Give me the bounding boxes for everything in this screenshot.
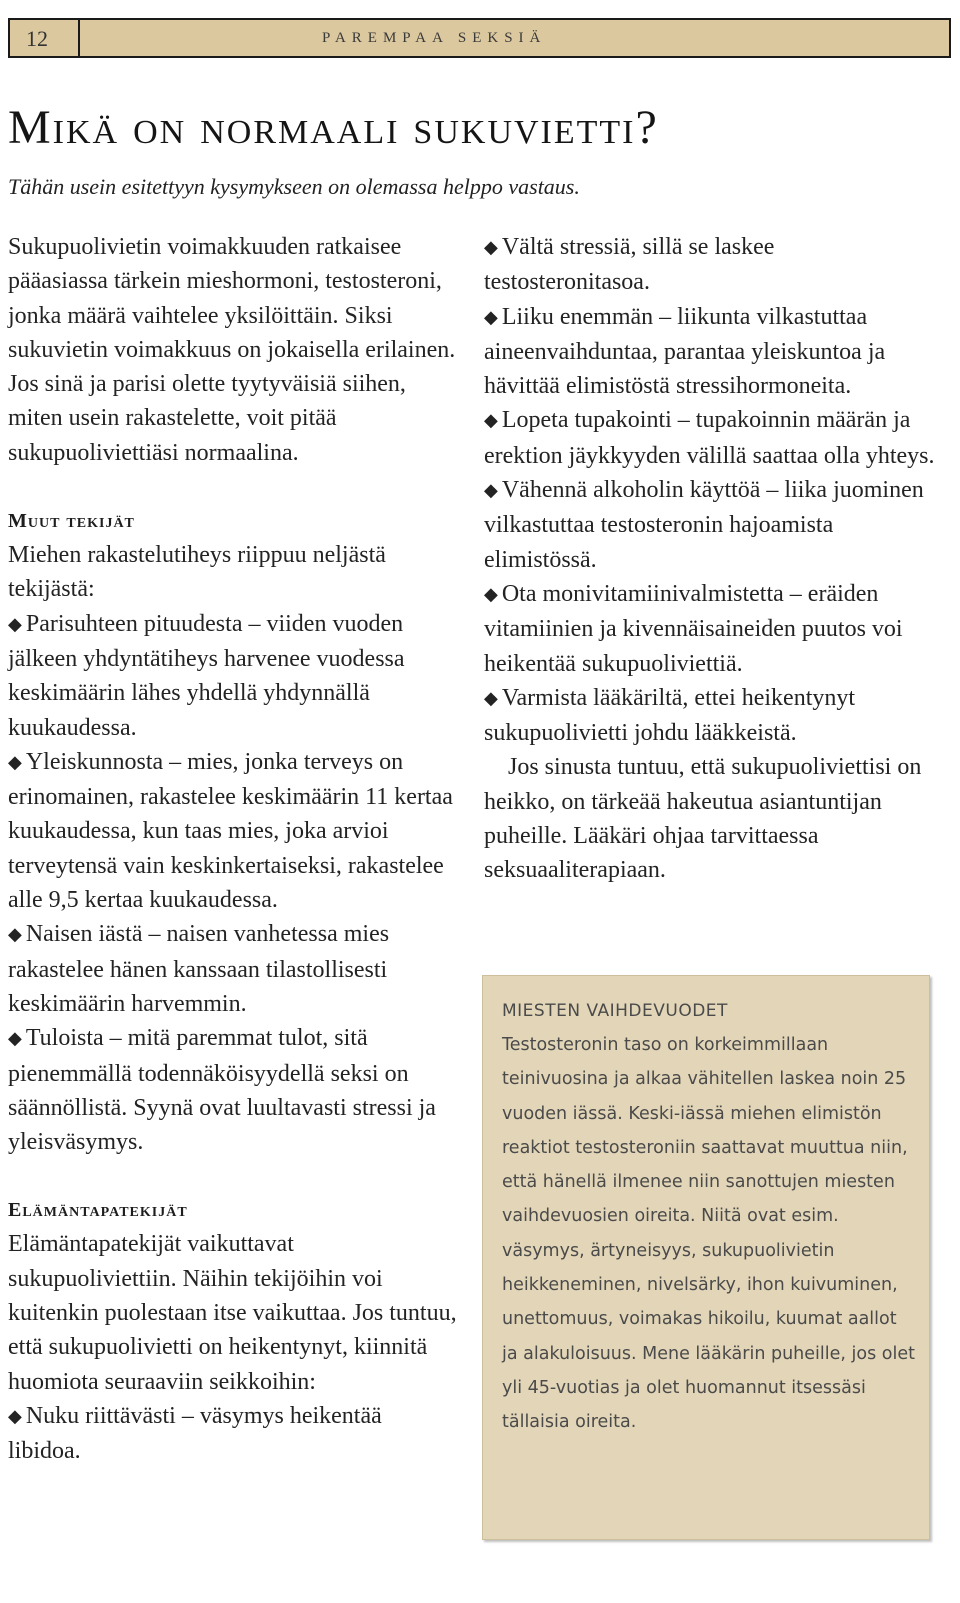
- closing-paragraph: Jos sinusta tuntuu, että sukupuoliviettisi on heikko, on tärkeää hakeutua asiantuntijan puheille. Lääkäri ohjaa tarvittaessa seksuaaliterapiaan.: [484, 754, 922, 884]
- article-title: Mikä on normaali sukuvietti?: [8, 101, 659, 154]
- box-body: Testosteronin taso on korkeimmillaan teinivuosina ja alkaa vähitellen laskea noin 25 vuoden iässä. Keski-iässä miehen elimistön reaktiot testosteroniin saattavat muuttua niin, että hänellä ilmenee niin sanottujen miesten vaihdevuosien oireita. Niitä ovat esim. väsymys, ärtyneisyys, sukupuolivietin heikkeneminen, nivelsärky, ihon kuivuminen, unettomuus, voimakas hikoilu, kuumat aallot ja alakuloisuus. Mene lääkärin puheille, jos olet yli 45-vuotias ja olet huomannut itsessäsi tällaisia oireita.: [502, 1035, 915, 1433]
- list-item: ◆ Lopeta tupakointi – tupakoinnin määrän ja erektion jäykkyyden välillä saattaa olla yhteys.: [484, 407, 935, 469]
- right-column: [484, 230, 946, 888]
- diamond-bullet-icon: ◆: [484, 410, 498, 431]
- list-item: ◆ Vältä stressiä, sillä se laskee testosteronitasoa.: [484, 234, 775, 296]
- intro-paragraph: Sukupuolivietin voimakkuuden ratkaisee pääasiassa tärkein mieshormoni, testosteroni, jonka määrä vaihtelee yksilöittäin. Siksi sukuvietin voimakkuus on jokaisella erilainen. Jos sinä ja parisi olette tyytyväisiä siihen, miten usein rakastelette, voit pitää sukupuoliviettiäsi normaalina.: [8, 234, 456, 466]
- section2-intro: Elämäntapatekijät vaikuttavat sukupuoliviettiin. Näihin tekijöihin voi kuitenkin puolestaan itse vaikuttaa. Jos tuntuu, että sukupuolivietti on heikentynyt, kiinnitä huomiota seuraaviin seikkoihin:: [8, 1231, 457, 1395]
- list-item: ◆ Ota monivitamiinivalmistetta – eräiden vitamiinien ja kivennäisaineiden puutos voi heikentää sukupuoliviettiä.: [484, 580, 903, 677]
- list-item: ◆ Vähennä alkoholin käyttöä – liika juominen vilkastuttaa testosteronin hajoamista elimistössä.: [484, 477, 924, 573]
- page-header: [8, 18, 951, 58]
- section1-intro: Miehen rakastelutiheys riippuu neljästä tekijästä:: [8, 542, 386, 603]
- running-head: PAREMPAA SEKSIÄ: [322, 30, 547, 46]
- diamond-bullet-icon: ◆: [484, 480, 498, 501]
- diamond-bullet-icon: ◆: [484, 306, 498, 327]
- diamond-bullet-icon: ◆: [8, 924, 22, 945]
- section-heading-muut-tekijat: Muut tekijät: [8, 510, 135, 533]
- page-number: 12: [10, 20, 80, 56]
- diamond-bullet-icon: ◆: [484, 583, 498, 604]
- article-subtitle: Tähän usein esitettyyn kysymykseen on olemassa helppo vastaus.: [8, 174, 580, 199]
- diamond-bullet-icon: ◆: [8, 1028, 22, 1049]
- list-item: ◆ Naisen iästä – naisen vanhetessa mies rakastelee hänen kanssaan tilastollisesti keskimäärin harvemmin.: [8, 921, 390, 1017]
- list-item: ◆ Parisuhteen pituudesta – viiden vuoden jälkeen yhdyntätiheys harvenee vuodessa keskimäärin lähes yhdellä yhdynnällä kuukaudessa.: [8, 610, 405, 741]
- section-heading-elamantapatekijat: Elämäntapatekijät: [8, 1199, 188, 1222]
- diamond-bullet-icon: ◆: [8, 751, 22, 772]
- list-item: ◆ Tuloista – mitä paremmat tulot, sitä pienemmällä todennäköisyydellä seksi on säännöllistä. Syynä ovat luultavasti stressi ja yleisväsymys.: [8, 1025, 436, 1156]
- list-item: ◆ Nuku riittävästi – väsymys heikentää libidoa.: [8, 1402, 382, 1465]
- diamond-bullet-icon: ◆: [484, 237, 498, 257]
- box-heading: MIESTEN VAIHDEVUODET: [502, 1001, 728, 1021]
- list-item: ◆ Varmista lääkäriltä, ettei heikentynyt sukupuolivietti johdu lääkkeistä.: [484, 684, 856, 747]
- list-item: ◆ Liiku enemmän – liikunta vilkastuttaa aineenvaihduntaa, parantaa yleiskuntoa ja hävittää elimistöstä stressihormoneita.: [484, 303, 886, 400]
- sidebar-box-miesten-vaihdevuodet: [482, 975, 930, 1540]
- diamond-bullet-icon: ◆: [8, 1405, 22, 1426]
- list-item: ◆ Yleiskunnosta – mies, jonka terveys on erinomainen, rakastelee keskimäärin 11 kertaa kuukaudessa, kun taas mies, joka arvioi terveytensä vain keskinkertaiseksi, rakastelee alle 9,5 kertaa kuukaudessa.: [8, 748, 453, 914]
- diamond-bullet-icon: ◆: [484, 687, 498, 708]
- left-column: [8, 230, 460, 1469]
- diamond-bullet-icon: ◆: [8, 613, 22, 634]
